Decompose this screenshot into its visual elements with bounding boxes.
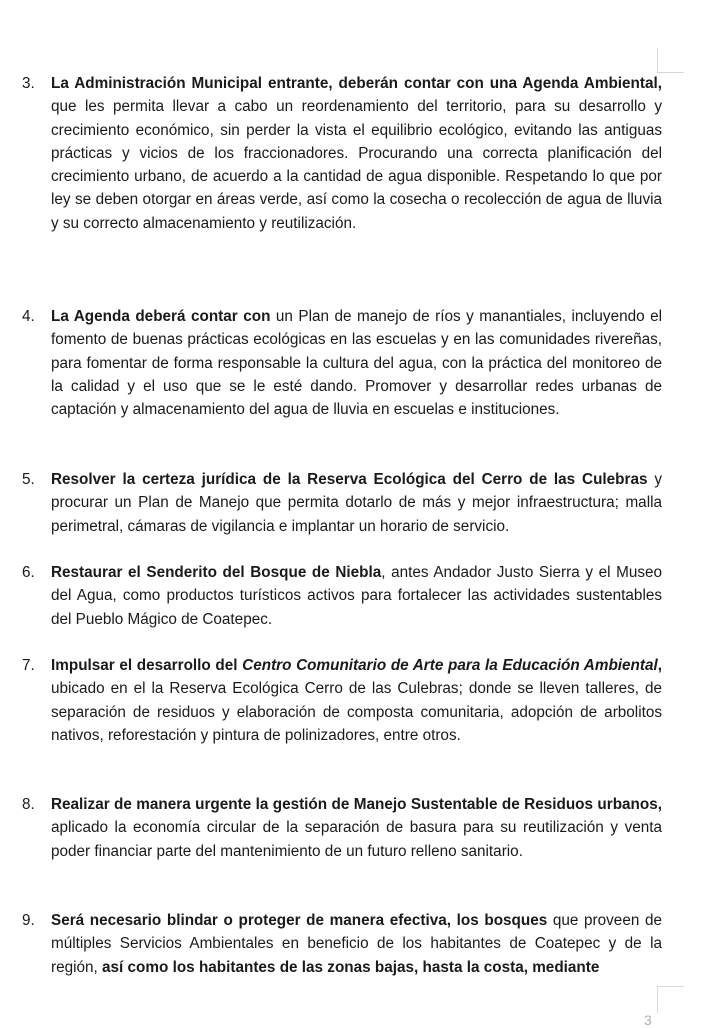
page-corner-mark-bottom (657, 986, 684, 1013)
item-text (51, 561, 662, 631)
list-item-5 (22, 468, 662, 538)
item-text (51, 305, 662, 421)
list-item-9 (22, 909, 662, 979)
item-text-regular: aplicado la economía circular de la separación de basura para su reutilización y venta poder financiar parte del mantenimiento de un futuro relleno sanitario. (51, 819, 662, 860)
item-text-regular: ubicado en el la Reserva Ecológica Cerro de las Culebras; donde se lleven talleres, de separación de residuos y elaboración de composta comunitaria, adopción de arbolitos nativos, reforestación y pintura de polinizadores, entre otros. (51, 680, 662, 744)
page-corner-mark-top (657, 48, 684, 73)
item-text-regular: que proveen de múltiples Servicios Ambientales en beneficio de los habitantes de Coatepec y de la región, (51, 912, 662, 976)
list-item-8 (22, 793, 662, 863)
item-text-bold-italic: Centro Comunitario de Arte para la Educación Ambiental (242, 657, 658, 674)
item-text (51, 468, 662, 538)
item-number: 8. (22, 796, 35, 813)
item-text (51, 793, 662, 863)
item-text (51, 654, 662, 747)
item-text-bold: La Administración Municipal entrante, deberán contar con una Agenda Ambiental, (51, 75, 662, 92)
item-text-regular: un Plan de manejo de ríos y manantiales, incluyendo el fomento de buenas prácticas ecológicas en las escuelas y en las comunidades rivereñas, para fomentar de forma responsable la cultura del agua, con la práctica del monitoreo de la calidad y el uso que se le esté dando. Promover y desarrollar redes urbanas de captación y almacenamiento del agua de lluvia en escuelas e instituciones. (51, 308, 662, 419)
item-text (51, 72, 662, 235)
item-text-bold: Impulsar el desarrollo del (51, 657, 243, 674)
item-number: 5. (22, 471, 35, 488)
item-text (51, 909, 662, 979)
list-item-3 (22, 72, 662, 235)
list-item-7 (22, 654, 662, 747)
item-text-bold: así como los habitantes de las zonas bajas, hasta la costa, mediante (102, 958, 600, 976)
item-number: 3. (22, 75, 35, 92)
item-text-bold: Resolver la certeza jurídica de la Reserva Ecológica del Cerro de las Culebras (51, 471, 648, 488)
item-number: 7. (22, 657, 35, 674)
item-text-bold: , (657, 657, 662, 674)
item-number: 9. (22, 912, 35, 929)
item-text-bold: La Agenda deberá contar con (51, 308, 271, 325)
item-number: 6. (22, 564, 35, 581)
item-text-regular: que les permita llevar a cabo un reordenamiento del territorio, para su desarrollo y crecimiento económico, sin perder la vista el equilibrio ecológico, evitando las antiguas prácticas y vicios de los fraccionadores. Procurando una correcta planificación del crecimiento urbano, de acuerdo a la cantidad de agua disponible. Respetando lo que por ley se deben otorgar en áreas verde, así como la cosecha o recolección de agua de lluvia y su correcto almacenamiento y reutilización. (51, 98, 662, 232)
item-text-regular: , antes Andador Justo Sierra y el Museo del Agua, como productos turísticos activos para fortalecer las actividades sustentables del Pueblo Mágico de Coatepec. (51, 564, 662, 628)
list-item-6 (22, 561, 662, 631)
page-number: 3 (644, 1012, 652, 1028)
item-text-bold: Será necesario blindar o proteger de manera efectiva, los bosques (51, 912, 548, 929)
item-text-regular: y procurar un Plan de Manejo que permita dotarlo de más y mejor infraestructura; malla perimetral, cámaras de vigilancia e implantar un horario de servicio. (51, 471, 662, 535)
item-text-bold: Realizar de manera urgente la gestión de Manejo Sustentable de Residuos urbanos, (51, 796, 662, 813)
item-number: 4. (22, 308, 35, 325)
list-item-4 (22, 305, 662, 421)
item-text-bold: Restaurar el Senderito del Bosque de Niebla (51, 564, 382, 581)
